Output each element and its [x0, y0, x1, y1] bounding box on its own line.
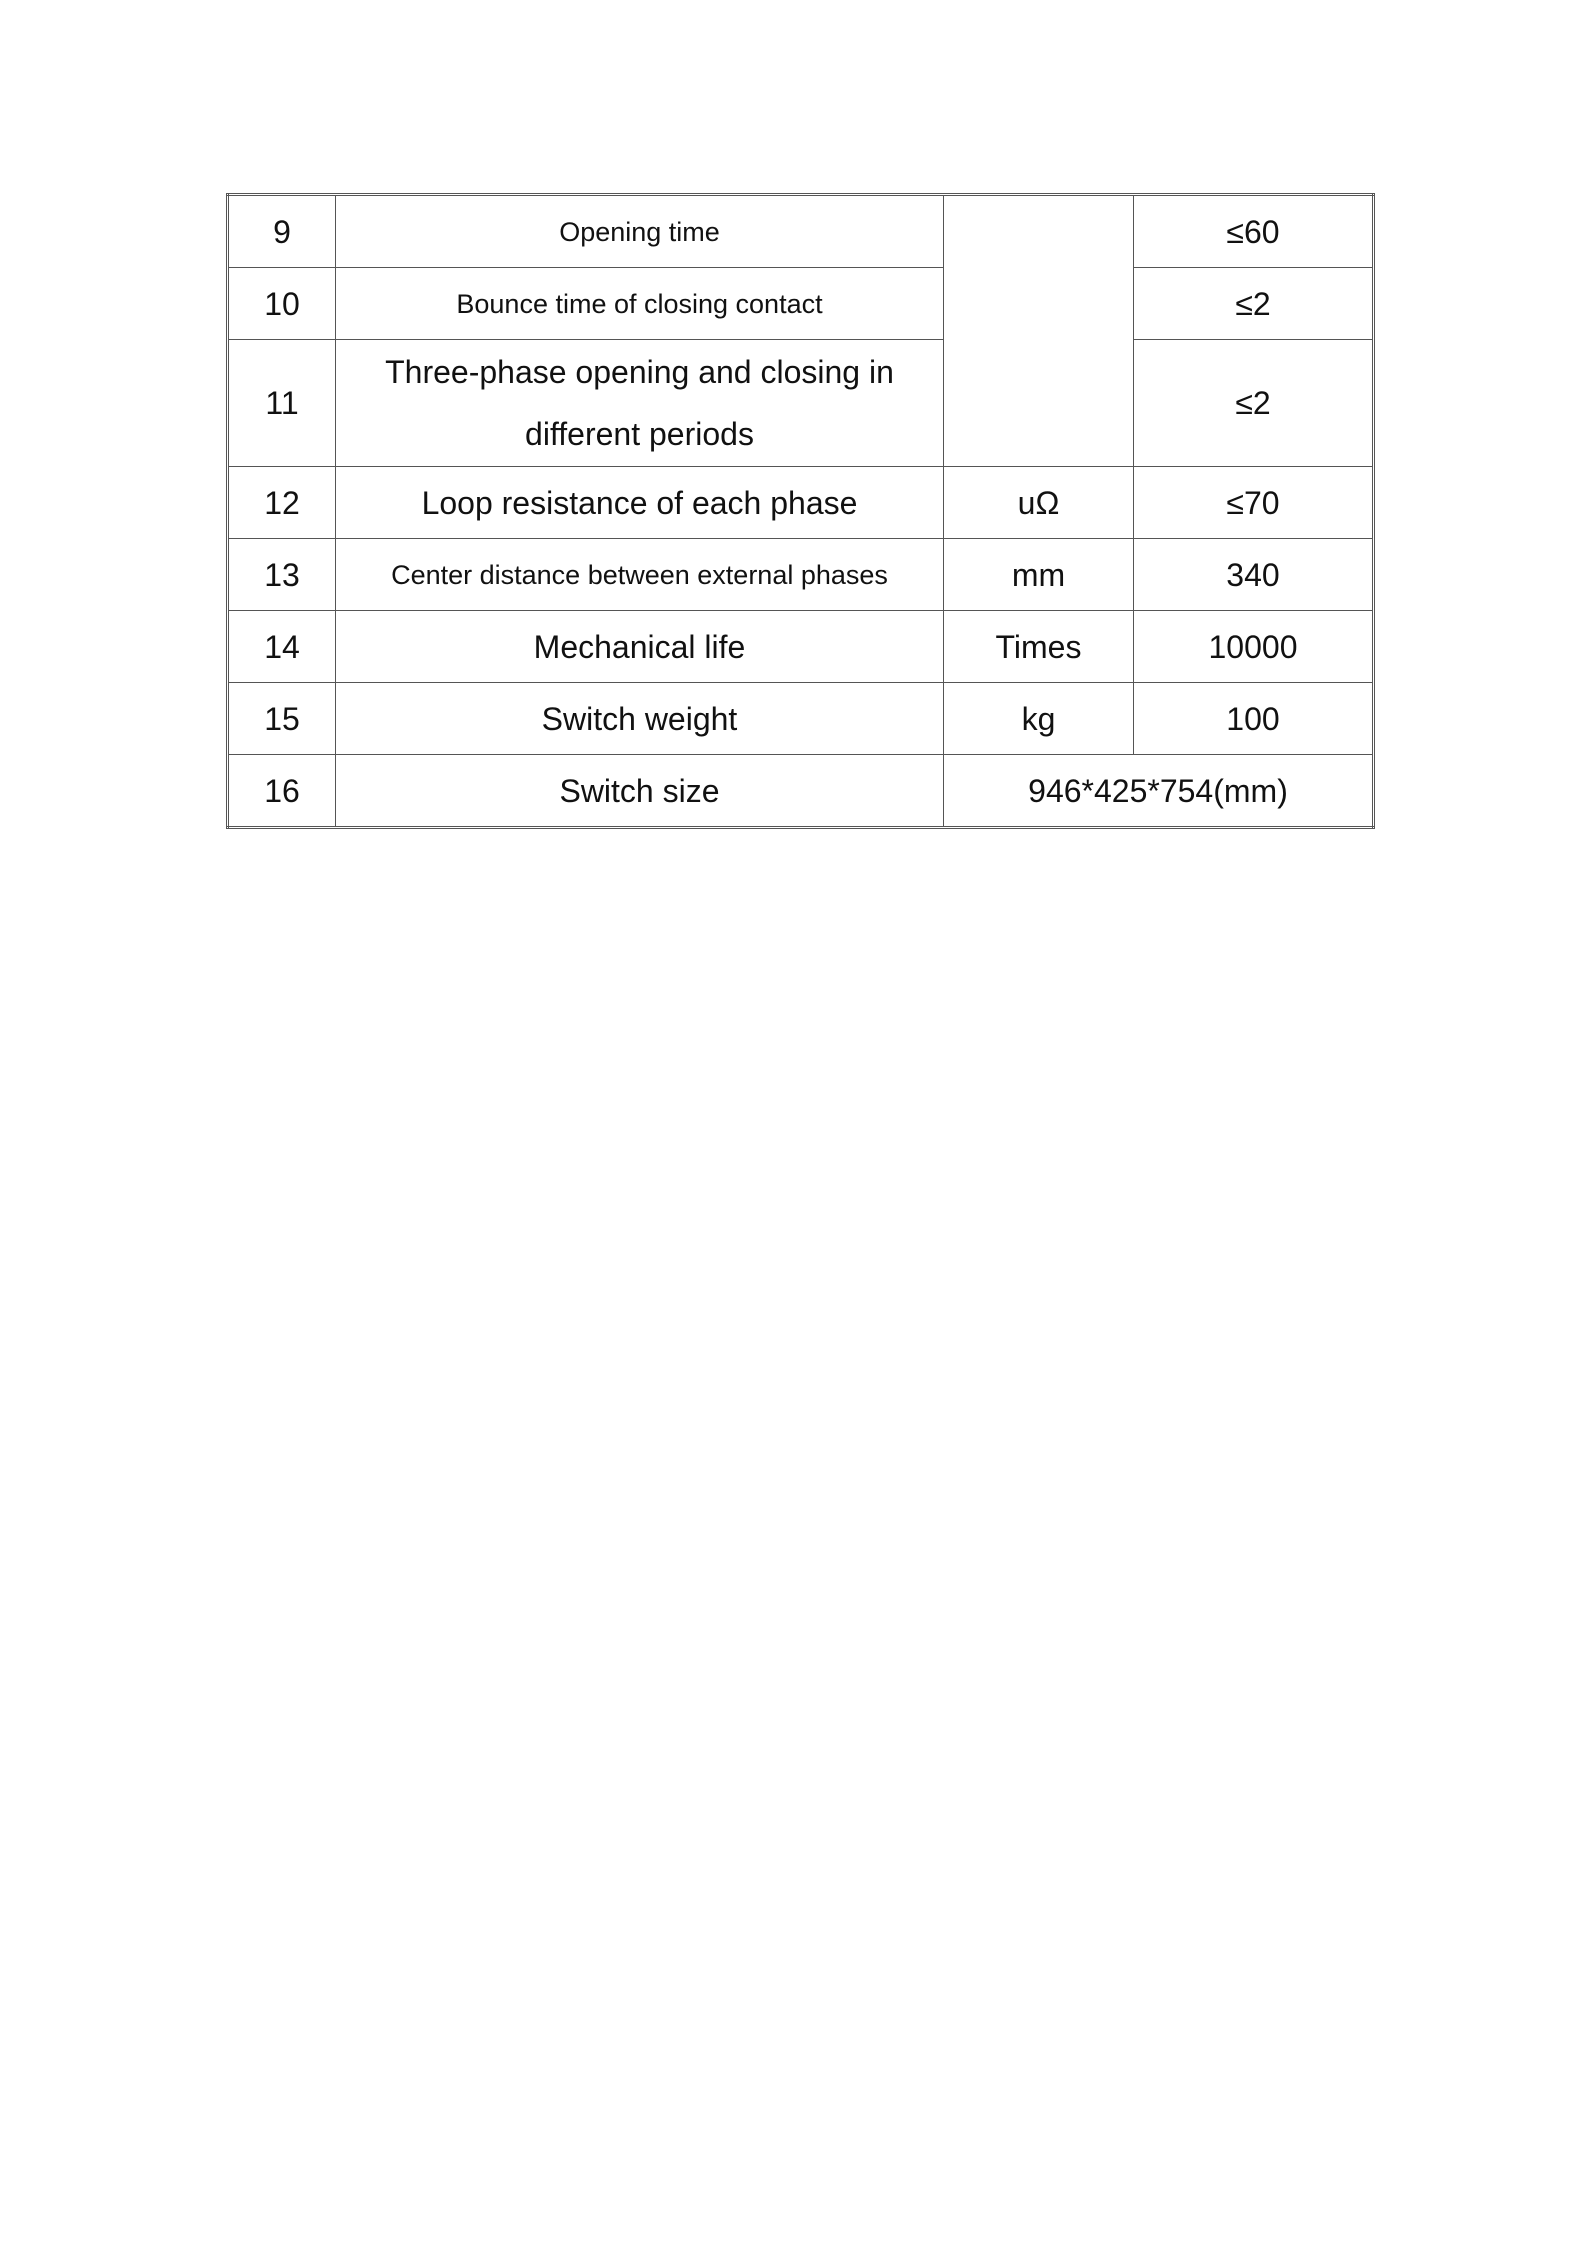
item-cell: Center distance between external phases [336, 539, 944, 611]
table-row [228, 195, 1374, 268]
item-cell: Bounce time of closing contact [336, 268, 944, 340]
value-cell: ≤70 [1134, 467, 1374, 539]
row-number: 12 [228, 467, 336, 539]
table-row [228, 340, 1374, 467]
table-row [228, 755, 1374, 828]
value-cell: 10000 [1134, 611, 1374, 683]
unit-cell: kg [944, 683, 1134, 755]
value-cell: 946*425*754(mm) [944, 755, 1374, 828]
unit-cell [944, 195, 1134, 467]
item-cell: Three-phase opening and closing in different periods [336, 340, 944, 467]
table-row [228, 467, 1374, 539]
item-cell: Switch size [336, 755, 944, 828]
value-cell: 100 [1134, 683, 1374, 755]
value-cell: ≤2 [1134, 268, 1374, 340]
item-cell: Opening time [336, 195, 944, 268]
table-row [228, 683, 1374, 755]
unit-cell: mm [944, 539, 1134, 611]
row-number: 15 [228, 683, 336, 755]
item-cell: Mechanical life [336, 611, 944, 683]
table-row [228, 611, 1374, 683]
unit-cell: uΩ [944, 467, 1134, 539]
row-number: 10 [228, 268, 336, 340]
value-cell: ≤60 [1134, 195, 1374, 268]
spec-table [226, 193, 1375, 829]
item-cell: Switch weight [336, 683, 944, 755]
table-row [228, 539, 1374, 611]
unit-cell: Times [944, 611, 1134, 683]
table-row [228, 268, 1374, 340]
row-number: 14 [228, 611, 336, 683]
row-number: 16 [228, 755, 336, 828]
value-cell: 340 [1134, 539, 1374, 611]
item-cell: Loop resistance of each phase [336, 467, 944, 539]
row-number: 9 [228, 195, 336, 268]
row-number: 13 [228, 539, 336, 611]
value-cell: ≤2 [1134, 340, 1374, 467]
row-number: 11 [228, 340, 336, 467]
